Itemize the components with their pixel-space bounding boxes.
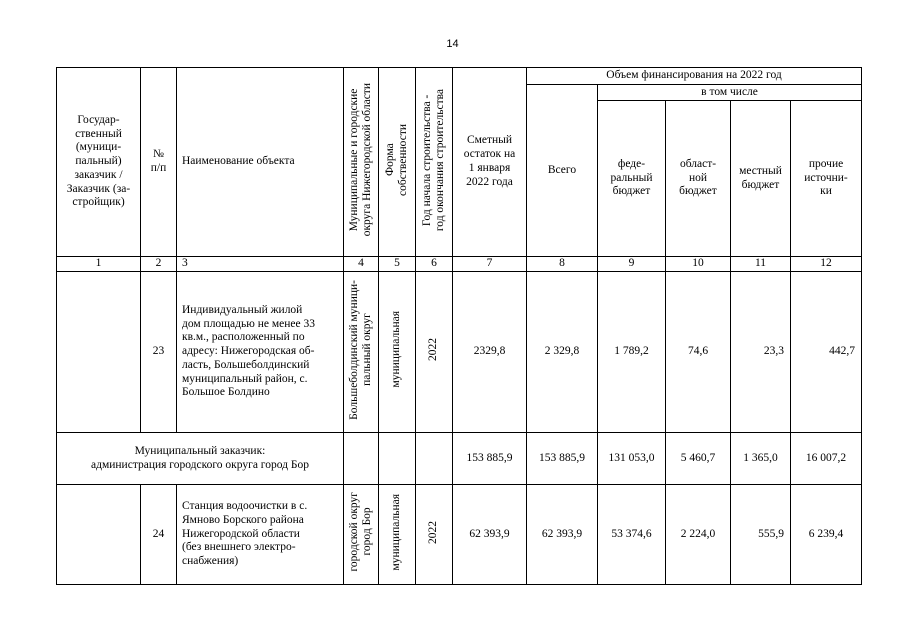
col-number: 7 bbox=[453, 257, 527, 272]
group-total: 153 885,9 bbox=[527, 433, 598, 485]
object-name: Станция водоочистки в с. Ямново Борского района Нижегородской области (без внешнего электро- снабжения) bbox=[182, 500, 308, 568]
federal-value: 53 374,6 bbox=[598, 485, 666, 585]
col-number: 11 bbox=[731, 257, 791, 272]
header-num: № п/п bbox=[141, 68, 177, 257]
federal-value: 1 789,2 bbox=[598, 272, 666, 433]
group-row bbox=[57, 433, 862, 485]
col-number: 10 bbox=[666, 257, 731, 272]
col-number: 6 bbox=[416, 257, 453, 272]
table-row bbox=[57, 272, 862, 433]
total-value: 62 393,9 bbox=[527, 485, 598, 585]
col-number: 9 bbox=[598, 257, 666, 272]
header-regional: област- ной бюджет bbox=[666, 101, 731, 257]
ownership: муниципальная bbox=[390, 493, 403, 571]
estimate-value: 2329,8 bbox=[453, 272, 527, 433]
header-estimate: Сметный остаток на 1 января 2022 года bbox=[453, 68, 527, 257]
years: 2022 bbox=[427, 338, 440, 362]
district: Большеболдинский муници- пальный округ bbox=[347, 279, 373, 420]
row-number: 24 bbox=[141, 485, 177, 585]
header-object-name: Наименование объекта bbox=[177, 68, 344, 257]
years: 2022 bbox=[427, 520, 440, 544]
ownership: муниципальная bbox=[390, 311, 403, 388]
header-ownership: Форма собственности bbox=[383, 123, 409, 196]
object-name: Индивидуальный жилой дом площадью не менее 33 кв.м., расположенный по адресу: Нижегородская об- ласть, Большеболдинский муниципальный район, с. Большое Болдино bbox=[182, 303, 315, 399]
header-customer: Государ- ственный (муници- пальный) заказчик / Заказчик (за- стройщик) bbox=[57, 68, 141, 257]
group-regional: 5 460,7 bbox=[666, 433, 731, 485]
header-local: местный бюджет bbox=[731, 101, 791, 257]
local-value: 23,3 bbox=[731, 272, 791, 433]
empty-cell bbox=[344, 433, 379, 485]
col-number: 5 bbox=[379, 257, 416, 272]
col-number: 12 bbox=[791, 257, 862, 272]
estimate-value: 62 393,9 bbox=[453, 485, 527, 585]
col-number: 4 bbox=[344, 257, 379, 272]
group-federal: 131 053,0 bbox=[598, 433, 666, 485]
other-value: 6 239,4 bbox=[791, 485, 862, 585]
other-value: 442,7 bbox=[791, 272, 862, 433]
col-number: 2 bbox=[141, 257, 177, 272]
header-federal: феде- ральный бюджет bbox=[598, 101, 666, 257]
district: городской округ город Бор bbox=[347, 492, 373, 572]
empty-cell bbox=[379, 433, 416, 485]
regional-value: 2 224,0 bbox=[666, 485, 731, 585]
empty-cell bbox=[416, 433, 453, 485]
col-number: 8 bbox=[527, 257, 598, 272]
total-value: 2 329,8 bbox=[527, 272, 598, 433]
regional-value: 74,6 bbox=[666, 272, 731, 433]
local-value: 555,9 bbox=[731, 485, 791, 585]
header-other: прочие источни- ки bbox=[791, 101, 862, 257]
customer-cell bbox=[57, 485, 141, 585]
group-local: 1 365,0 bbox=[731, 433, 791, 485]
financing-table bbox=[56, 67, 862, 585]
table-row bbox=[57, 485, 862, 585]
header-including: в том числе bbox=[598, 85, 862, 101]
row-number: 23 bbox=[141, 272, 177, 433]
header-districts: Муниципальные и городские округа Нижегородской области bbox=[347, 82, 373, 237]
group-label: Муниципальный заказчик: администрация городского округа город Бор bbox=[57, 433, 344, 485]
group-estimate: 153 885,9 bbox=[453, 433, 527, 485]
customer-cell bbox=[57, 272, 141, 433]
header-years: Год начала строительства - год окончания строительства bbox=[420, 88, 446, 231]
header-total: Всего bbox=[527, 85, 598, 257]
header-financing: Объем финансирования на 2022 год bbox=[527, 68, 862, 85]
group-other: 16 007,2 bbox=[791, 433, 862, 485]
page-number: 14 bbox=[446, 38, 459, 50]
col-number: 1 bbox=[57, 257, 141, 272]
col-number: 3 bbox=[177, 257, 344, 272]
